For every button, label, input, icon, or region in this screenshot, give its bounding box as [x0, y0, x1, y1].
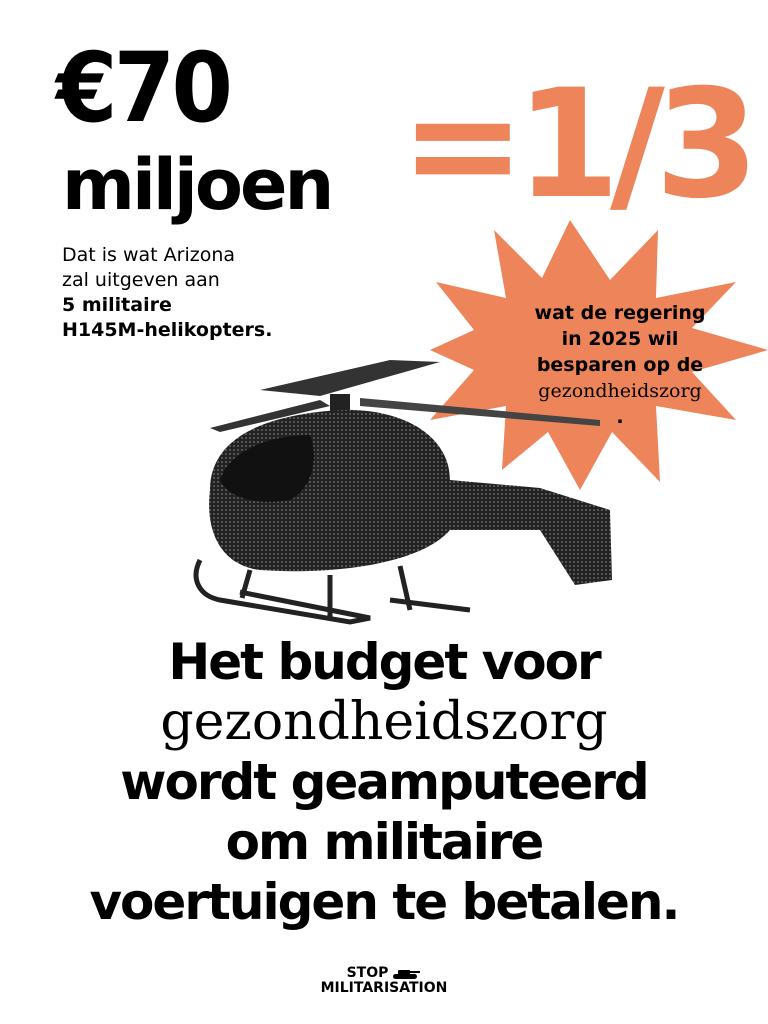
- intro-line: zal uitgeven aan: [62, 269, 220, 291]
- headline-line: Het budget voor: [168, 633, 600, 691]
- burst-line: besparen op de: [536, 354, 704, 376]
- headline-line: voertuigen te betalen.: [89, 873, 679, 931]
- burst-line: wat de regering: [534, 302, 706, 324]
- headline: [0, 632, 768, 932]
- intro-bold-line: H145M-helikopters.: [62, 319, 273, 341]
- headline-line: om militaire: [225, 813, 543, 871]
- stop-militarisation-logo: [0, 966, 768, 996]
- headline-line: wordt geamputeerd: [120, 753, 648, 811]
- headline-serif-line: gezondheidszorg: [160, 692, 608, 752]
- helicopter-image: [180, 360, 620, 630]
- burst-dot: .: [616, 406, 624, 428]
- burst-serif-line: gezondheidszorg: [538, 380, 702, 402]
- intro-text: [62, 243, 332, 343]
- equals-fraction: =1/3: [400, 58, 750, 232]
- logo-militarisation-text: MILITARISATION: [320, 980, 448, 996]
- intro-line: Dat is wat Arizona: [62, 244, 236, 266]
- intro-bold-line: 5 militaire: [62, 294, 172, 316]
- logo-stop-text: STOP: [346, 965, 389, 981]
- burst-line: in 2025 wil: [561, 328, 679, 350]
- unit-heading: miljoen: [62, 144, 332, 226]
- tank-icon: [391, 968, 421, 980]
- amount-heading: €70: [56, 32, 230, 144]
